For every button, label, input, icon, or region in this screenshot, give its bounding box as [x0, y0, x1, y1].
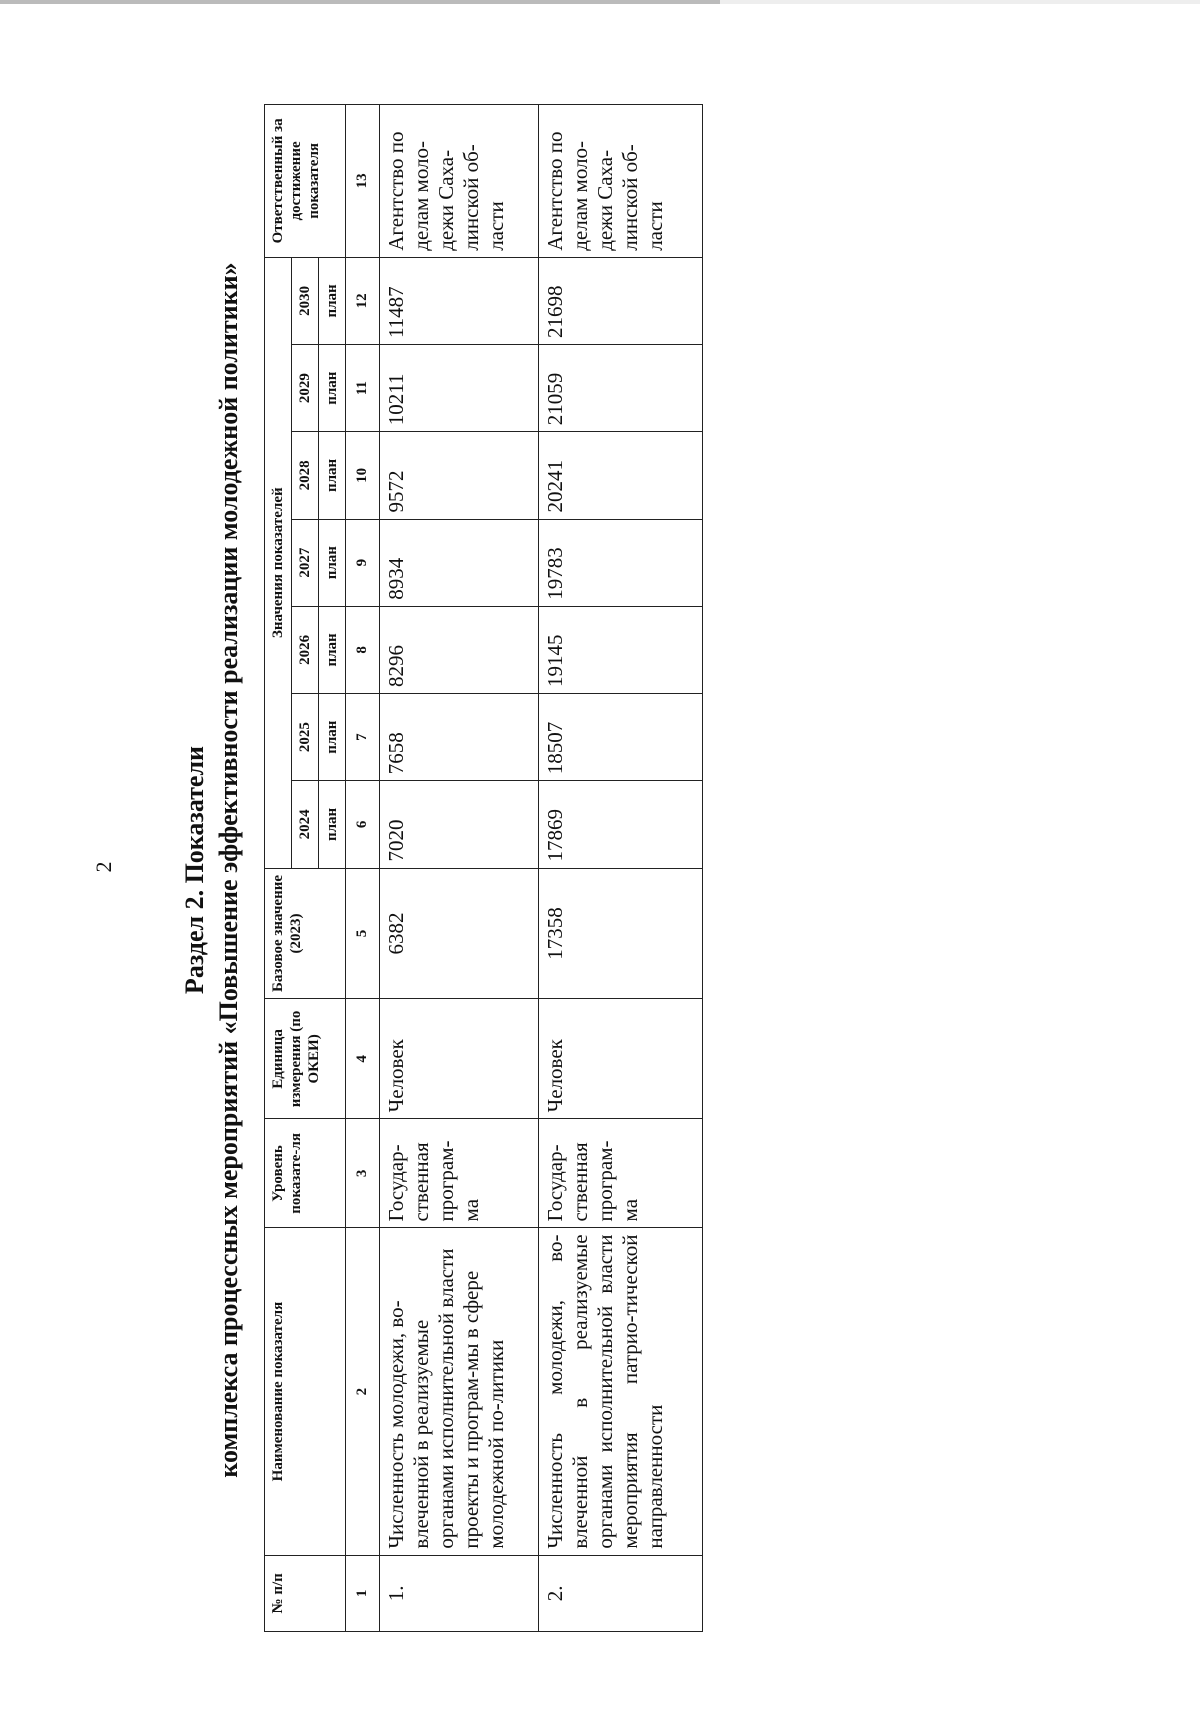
indicators-table — [264, 104, 703, 1632]
column-number: 8 — [346, 606, 380, 693]
section-title: Раздел 2. Показатели — [180, 745, 209, 995]
column-number: 10 — [346, 432, 380, 519]
value-2028: 20241 — [539, 432, 703, 519]
indicator-name: Численность молодежи, во-влеченной в реализуемые органами исполнительной власти мероприятия патрио-тической направленности — [539, 1228, 703, 1555]
year-2026: 2026 — [292, 606, 319, 693]
section-subtitle: комплекса процессных мероприятий «Повышение эффективности реализации молодежной политики» — [214, 262, 243, 1478]
indicator-level: Государ-ственная програм-ма — [539, 1119, 703, 1228]
column-number: 3 — [346, 1119, 380, 1228]
year-2024: 2024 — [292, 781, 319, 868]
header-values: Значения показателей — [265, 257, 292, 868]
plan-label: план — [319, 432, 346, 519]
column-number: 5 — [346, 868, 380, 999]
column-number: 2 — [346, 1228, 380, 1555]
responsible: Агентство по делам моло-дежи Саха-линской об-ласти — [380, 105, 539, 258]
value-2029: 10211 — [380, 345, 539, 432]
header-row-1 — [265, 105, 292, 1632]
value-2029: 21059 — [539, 345, 703, 432]
header-base: Базовое значение (2023) — [265, 868, 346, 999]
page-number: 2 — [91, 861, 116, 873]
value-2027: 8934 — [380, 519, 539, 606]
value-2024: 7020 — [380, 781, 539, 868]
plan-label: план — [319, 257, 346, 344]
column-number: 11 — [346, 345, 380, 432]
value-2025: 7658 — [380, 694, 539, 781]
plan-label: план — [319, 606, 346, 693]
rotated-page-content — [178, 90, 1200, 1650]
value-2030: 11487 — [380, 257, 539, 344]
value-2024: 17869 — [539, 781, 703, 868]
column-number: 4 — [346, 999, 380, 1119]
column-number: 12 — [346, 257, 380, 344]
value-2027: 19783 — [539, 519, 703, 606]
column-number: 6 — [346, 781, 380, 868]
column-number: 7 — [346, 694, 380, 781]
value-2025: 18507 — [539, 694, 703, 781]
year-2029: 2029 — [292, 345, 319, 432]
year-2030: 2030 — [292, 257, 319, 344]
column-number: 1 — [346, 1555, 380, 1631]
plan-label: план — [319, 519, 346, 606]
header-name: Наименование показателя — [265, 1228, 346, 1555]
column-number-row — [346, 105, 380, 1632]
base-value: 6382 — [380, 868, 539, 999]
year-2025: 2025 — [292, 694, 319, 781]
header-num: № п/п — [265, 1555, 346, 1631]
unit: Человек — [539, 999, 703, 1119]
indicator-level: Государ-ственная програм-ма — [380, 1119, 539, 1228]
value-2028: 9572 — [380, 432, 539, 519]
scan-edge — [0, 0, 1200, 4]
row-number: 2. — [539, 1555, 703, 1631]
table-row — [539, 105, 703, 1632]
year-2028: 2028 — [292, 432, 319, 519]
column-number: 9 — [346, 519, 380, 606]
plan-label: план — [319, 694, 346, 781]
value-2026: 8296 — [380, 606, 539, 693]
responsible: Агентство по делам моло-дежи Саха-линской об-ласти — [539, 105, 703, 258]
plan-label: план — [319, 345, 346, 432]
base-value: 17358 — [539, 868, 703, 999]
plan-label: план — [319, 781, 346, 868]
row-number: 1. — [380, 1555, 539, 1631]
header-responsible: Ответственный за достижение показателя — [265, 105, 346, 258]
header-unit: Единица измерения (по ОКЕИ) — [265, 999, 346, 1119]
year-2027: 2027 — [292, 519, 319, 606]
header-level: Уровень показате-ля — [265, 1119, 346, 1228]
table-row — [380, 105, 539, 1632]
value-2026: 19145 — [539, 606, 703, 693]
unit: Человек — [380, 999, 539, 1119]
value-2030: 21698 — [539, 257, 703, 344]
column-number: 13 — [346, 105, 380, 258]
indicator-name: Численность молодежи, во-влеченной в реализуемые органами исполнительной власти проекты и програм-мы в сфере молодежной по-литики — [380, 1228, 539, 1555]
